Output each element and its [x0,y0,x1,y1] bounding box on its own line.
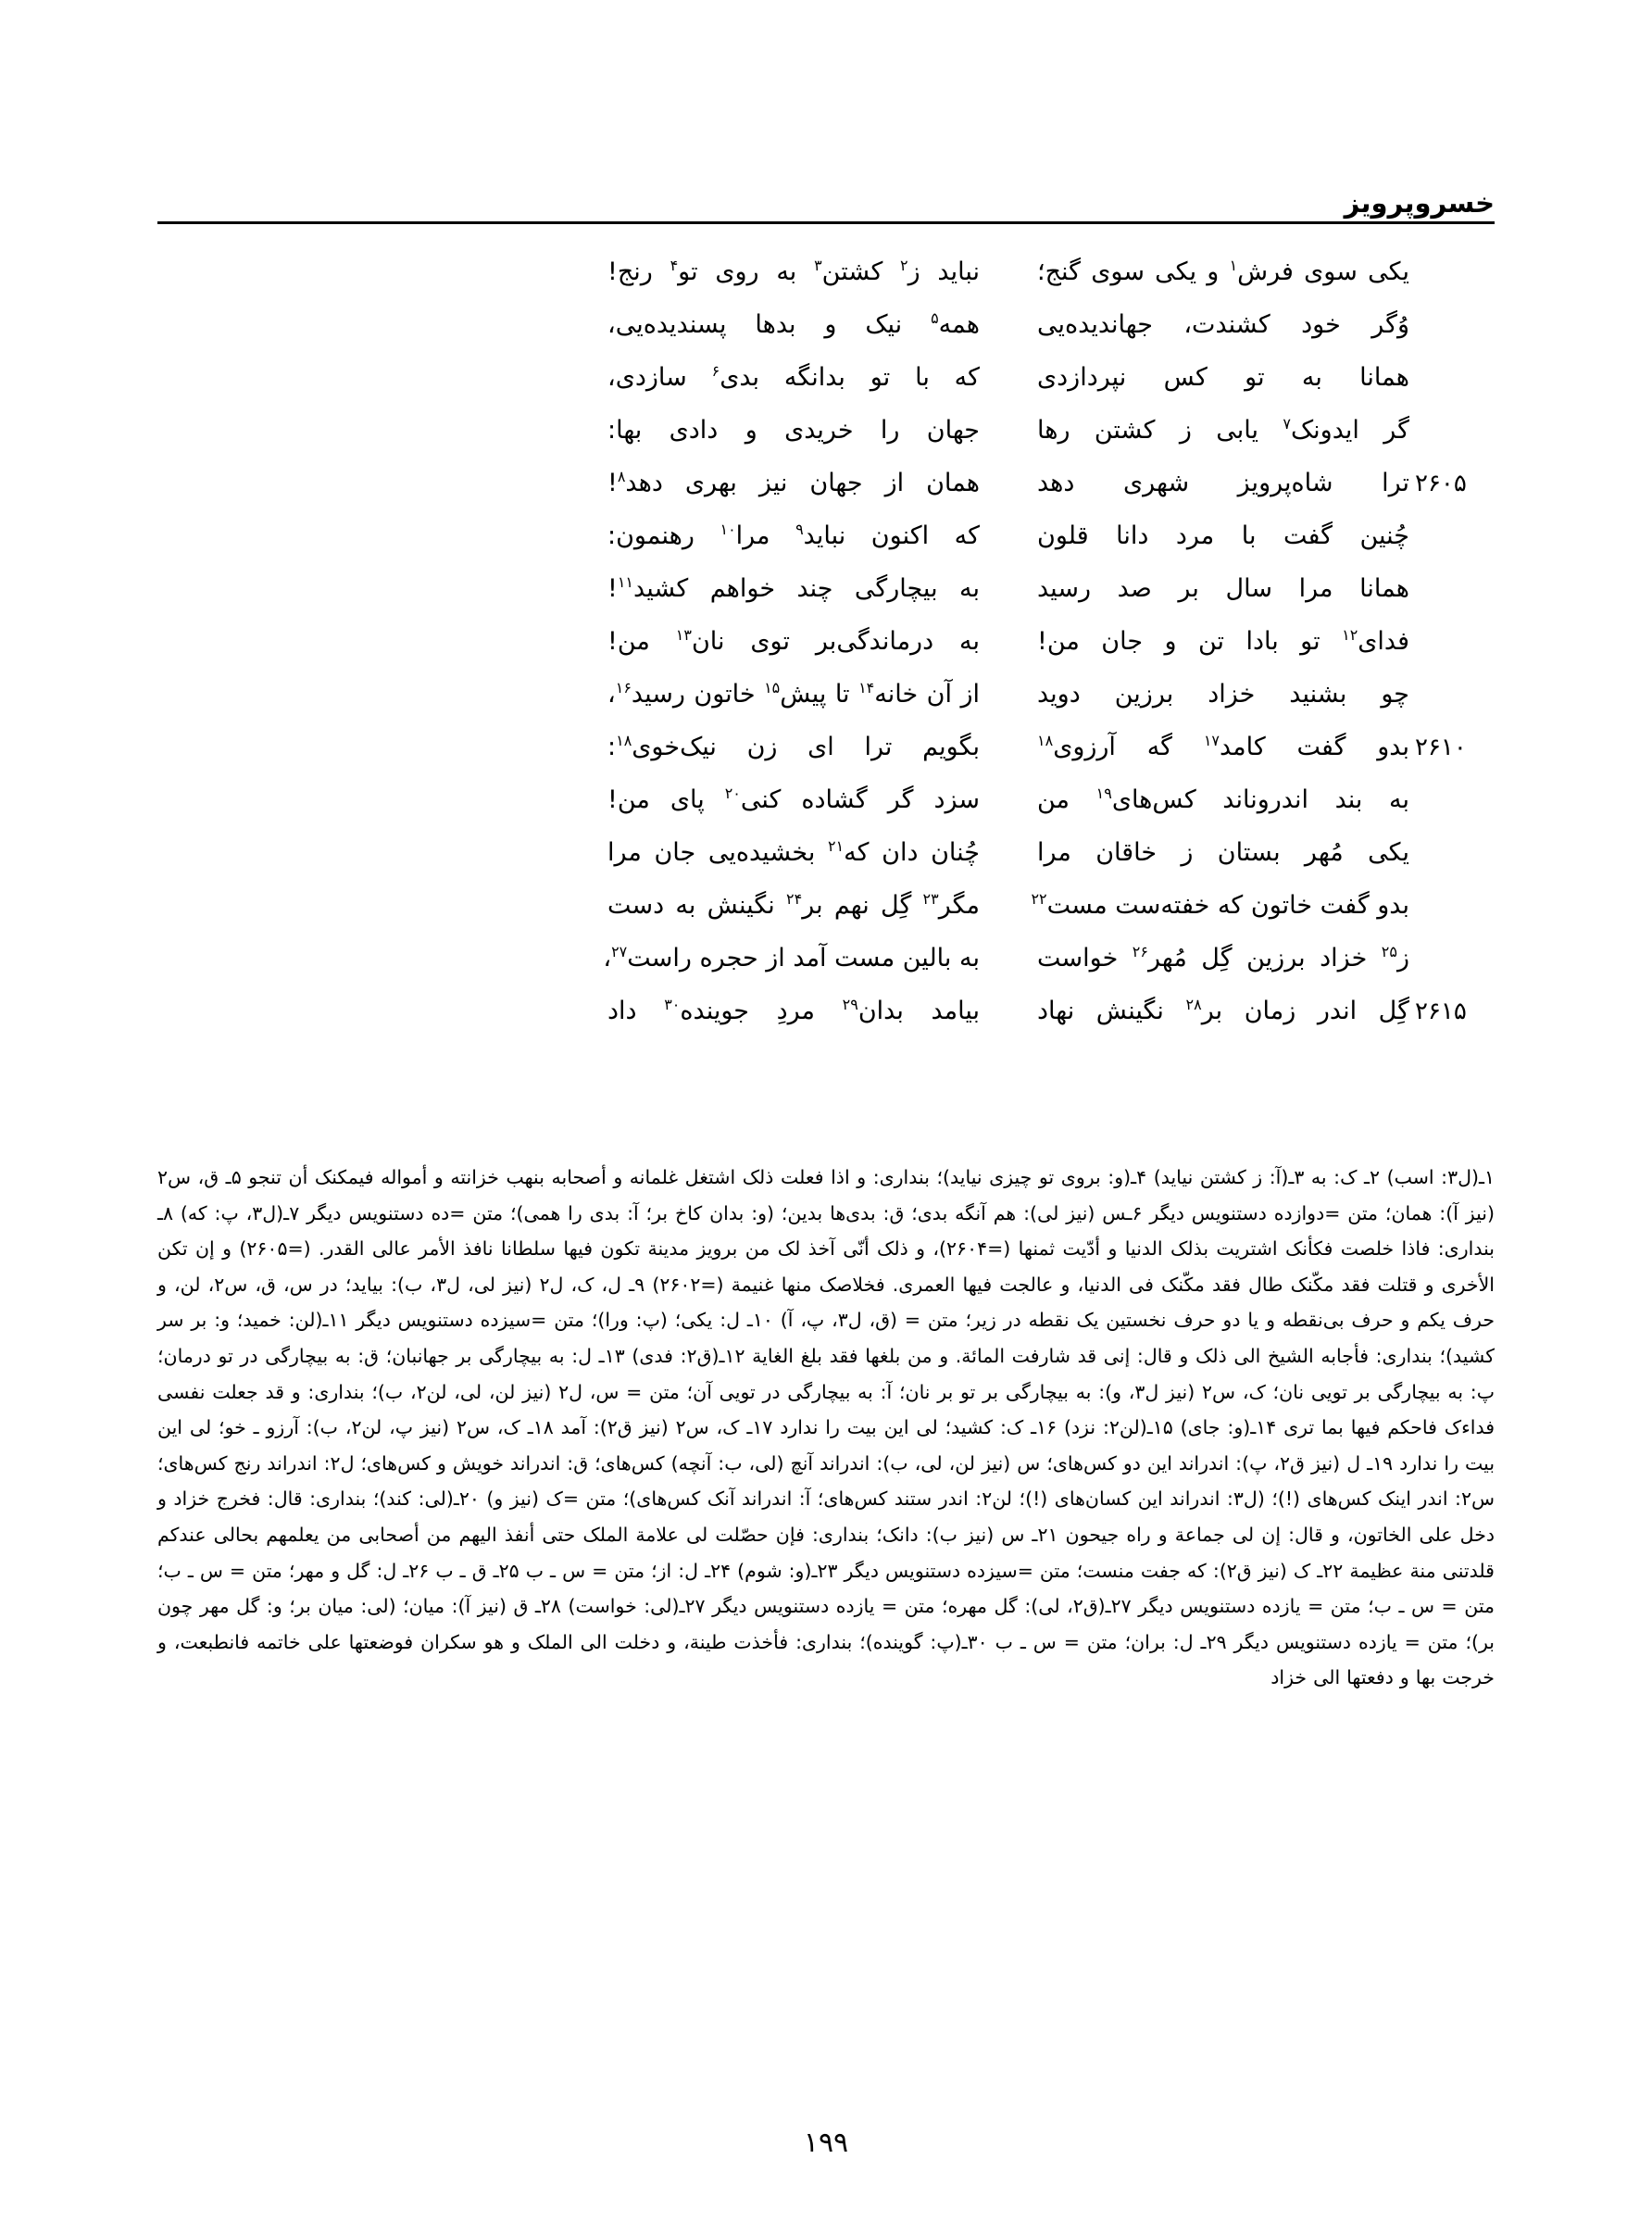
verse-row [157,565,1495,618]
verse-row [157,882,1495,935]
verse-block [157,248,1495,1040]
verse-row [157,776,1495,829]
verse-row [157,407,1495,459]
verse-row [157,671,1495,723]
hemistich-second: همه$^۵$ نیک و بدها پسندیده‌یی، [607,309,980,339]
hemistich-first: فدای$^{١٢}$ تو بادا تن و جان من! [1037,626,1409,656]
hemistich-first: چُنین گفت با مرد دانا قلون [1037,521,1409,550]
verse-row [157,829,1495,882]
hemistich-second: سزد گر گشاده کنی$^{٢٠}$ پای من! [607,784,980,814]
verse-row [157,459,1495,512]
verse-number: ۲۶۱۰ [1415,734,1467,761]
verse-row [157,618,1495,671]
hemistich-second: به درماندگی‌بر توی نان$^{١٣}$ من! [607,626,980,656]
apparatus-criticus [157,1160,1495,1696]
hemistich-first: بدو گفت خاتون که خفته‌ست مست$^{٢٢}$ [1031,890,1409,920]
apparatus-entry: ١ـ(ل٣: اسب) ٢ـ ک: به ٣ـ(آ: ز کشتن نیاید) ۴ـ(و: بروی تو چیزی نیاید)؛ بنداری: و اذا فعلت ذلک اشتغل غلمانه و أصحابه بنهب خزانته و أمواله فیمکنک أن تنجو ۵ـ ق، س٢ (نیز آ): همان؛ متن =دوازده دستنویس دیگر ۶ـس (نیز لی): هم آنگه بدی؛ ق: بدی‌ها بدین؛ (و: بدان کاخ بر؛ آ: بدی را همی)؛ متن =ده دستنویس دیگر ٧ـ(ل٣، پ: که) ٨ـ بنداری: فاذا خلصت فکأنک اشتریت بذلک الدنیا و أدّیت ثمنها (=۲۶۰۴)، و ذلک أنّی آخذ لک من برویز مدینة تکون فیها سلطانا نافذ الأمر عالی القدر. (=۲۶۰۵) و إن تکن الأخری و قتلت فقد مکّنک طال فقد مکّنک فی الدنیا، و عالجت فیها العمری. فخلاصک منها غنیمة (=۲۶۰۲) ٩ـ ل، ک، ل٢ (نیز لی، ل٣، ب): بیاید؛ در س، ق، س٢، لن، و حرف یکم و حرف بی‌نقطه و یا دو حرف نخستین یک نقطه در زیر؛ متن = (ق، ل٣، پ، آ) ١٠ـ ل: یکی؛ (پ: ورا)؛ متن =سیزده دستنویس دیگر ١١ـ(لن: خمید؛ و: بر سر کشید)؛ بنداری: فأجابه الشیخ الی ذلک و قال: إنی قد شارفت المائة. و من بلغها فقد بلغ الغایة ١٢ـ(ق٢: فدی) ١٣ـ ل: به بیچارگی بر جهانبان؛ ق: به بیچارگی در تو درمان؛ پ: به بیچارگی بر تویی نان؛ ک، س٢ (نیز ل٣، و): به بیچارگی بر تو بر نان؛ آ: به بیچارگی در تویی آن؛ متن = س، ل٢ (نیز لن، لی، لن٢، ب)؛ بنداری: و قد جعلت نفسی فداءک فاحکم فیها بما تری ١۴ـ(و: جای) ١۵ـ(لن٢: نزد) ١۶ـ ک: کشید؛ لی این بیت را ندارد ١٧ـ ک، س٢ (نیز ق٢): آمد ١٨ـ ک، س٢ (نیز پ، لن٢، ب): آرزو ـ خو؛ لی این بیت را ندارد ١٩ـ ل (نیز ق٢، پ): اندراند این دو کس‌های؛ س (نیز لن، لی، ب): اندراند آنچ (لی، ب: آنچه) کس‌های؛ ق: اندراند خویش و کس‌های؛ ل٢: اندراند رنج کس‌های؛ س٢: اندر اینک کس‌های (!)؛ (ل٣: اندراند این کسان‌های (!)؛ لن٢: اندر ستند کس‌های؛ آ: اندراند آنک کس‌های)؛ متن =ک (نیز و) ٢٠ـ(لی: کند)؛ بنداری: قال: فخرج خزاد و دخل علی الخاتون، و قال: إن لی جماعة و راه جیحون ٢١ـ س (نیز ب): دانک؛ بنداری: فإن حصّلت لی علامة الملک حتی أنفذ الیهم من أصحابی من یعلمهم بحالی عندکم قلدتنی منة عظیمة ٢٢ـ ک (نیز ق٢): که جفت منست؛ متن =سیزده دستنویس دیگر ٢٣ـ(و: شوم) ٢۴ـ ل: از؛ متن = س ـ ب ٢۵ـ ق ـ ب ٢۶ـ ل: گل و مهر؛ متن = س ـ ب؛ متن = س ـ ب؛ متن = یازده دستنویس دیگر ٢٧ـ(ق٢، لی): گل مهره؛ متن = یازده دستنویس دیگر ٢٧ـ(لی: خواست) ٢٨ـ ق (نیز آ): میان؛ (لی: میان بر؛ و: گل مهر چون بر)؛ متن = یازده دستنویس دیگر ٢٩ـ ل: بران؛ متن = س ـ ب ٣٠ـ(پ: گوینده)؛ بنداری: فأخذت طینة، و دخلت الی الملک و هو سکران فوضعتها علی خاتمه فانطبعت، و خرجت بها و دفعتها الی خزاد [157,1166,1496,1689]
running-head-title: خسروپرویز [1344,187,1495,219]
verse-row [157,935,1495,987]
verse-number: ۲۶۰۵ [1415,470,1467,497]
hemistich-first: همانا مرا سال بر صد رسید [1037,574,1409,603]
hemistich-first: ترا شاه‌پرویز شهری دهد [1037,469,1409,497]
verse-row [157,248,1495,301]
hemistich-first: همانا به تو کس نپردازدی [1037,363,1409,392]
hemistich-first: گِل اندر زمان بر$^{٢٨}$ نگینش نهاد [1037,996,1409,1025]
hemistich-second: بگویم ترا ای زن نیک‌خوی$^{١٨}$: [607,732,980,761]
hemistich-second: نباید ز$^٢$ کشتن$^٣$ به روی تو$^۴$ رنج! [607,257,980,286]
hemistich-second: که اکنون نباید$^٩$ مرا$^{١٠}$ رهنمون: [607,521,980,550]
hemistich-second: جهان را خریدی و دادی بها: [607,416,980,445]
running-head-rule [157,221,1495,224]
hemistich-second: بیامد بدان$^{٢٩}$ مردِ جوینده$^{٣٠}$ داد [607,996,980,1025]
hemistich-first: به بند اندروناند کس‌های$^{١٩}$ من [1037,784,1409,814]
hemistich-second: که با تو بدانگه بدی$^۶$ سازدی، [607,362,981,392]
hemistich-first: یکی مُهر بستان ز خاقان مرا [1037,838,1409,867]
hemistich-second: به بیچارگی چند خواهم کشید$^{١١}$! [607,573,980,603]
hemistich-second: به بالین مست آمد از حجره راست$^{٢٧}$، [603,943,980,973]
hemistich-first: وُگر خود کشندت، جهاندیده‌یی [1037,310,1409,339]
verse-row [157,512,1495,565]
verse-row [157,301,1495,354]
hemistich-second: چُنان دان که$^{٢١}$ بخشیده‌یی جان مرا [607,837,980,867]
hemistich-first: ز$^{٢۵}$ خزاد برزین گِل مُهر$^{٢۶}$ خواست [1037,943,1409,973]
hemistich-second: مگر$^{٢٣}$ گِل نهم بر$^{٢۴}$ نگینش به دست [607,890,980,920]
verse-row [157,354,1495,407]
verse-row [157,987,1495,1040]
verse-row [157,723,1495,776]
hemistich-first: بدو گفت کامد$^{١٧}$ گه آرزوی$^{١٨}$ [1037,732,1409,761]
verse-number: ۲۶۱۵ [1415,998,1467,1025]
running-head [157,169,1495,224]
hemistich-first: گر ایدونک$^٧$ یابی ز کشتن رها [1037,415,1409,445]
folio-number: ۱۹۹ [803,2127,849,2159]
hemistich-first: چو بشنید خزاد برزین دوید [1037,680,1409,709]
hemistich-first: یکی سوی فرش$^١$ و یکی سوی گنج؛ [1037,257,1410,286]
hemistich-second: از آن خانه$^{١۴}$ تا پیش$^{١۵}$ خاتون رسید$^{١۶}$، [607,679,980,709]
hemistich-second: همان از جهان نیز بهری دهد$^٨$! [607,468,980,497]
